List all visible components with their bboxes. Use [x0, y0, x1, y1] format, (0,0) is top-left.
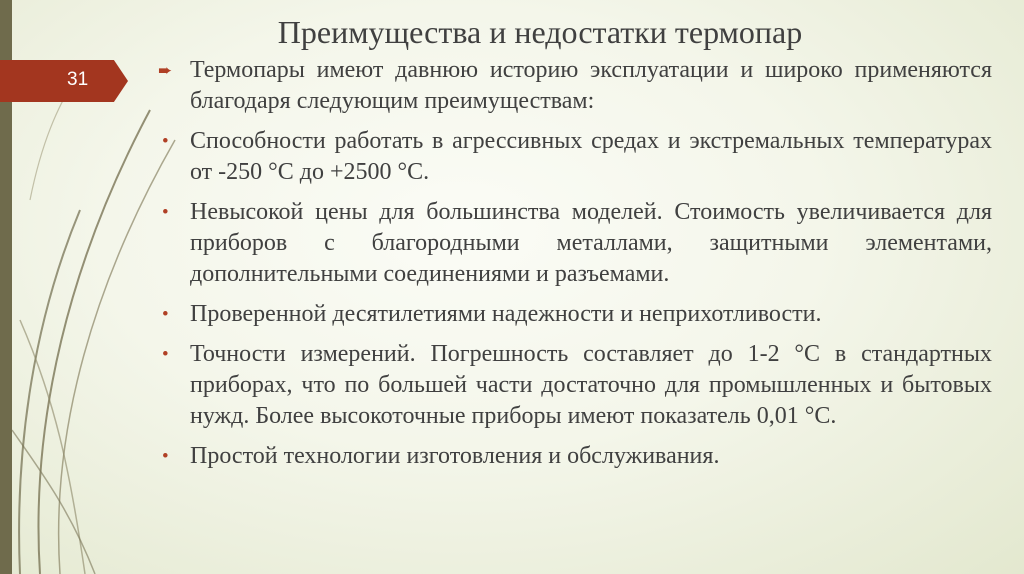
bullet-text: Термопары имеют давнюю историю эксплуатации и широко применяются благодаря следующим преимуществам: [190, 57, 992, 114]
slide-title: Преимущества и недостатки термопар [277, 14, 803, 50]
arrow-bullet-icon: ➨ [158, 61, 173, 80]
bullet-text: Проверенной десятилетиями надежности и неприхотливости. [190, 301, 822, 327]
bullet-text: Точности измерений. Погрешность составляет до 1-2 °С в стандартных приборах, что по большей части достаточно для промышленных и бытовых нужд. Более высокоточные приборы имеют показатель 0,01 °С. [190, 341, 992, 429]
bullet-item [160, 55, 992, 117]
bullet-item [160, 126, 992, 188]
dot-bullet-icon: • [162, 202, 169, 223]
bullet-text: Способности работать в агрессивных средах и экстремальных температурах от -250 °С до +2500 °С. [190, 128, 992, 185]
bullet-item [160, 299, 992, 330]
dot-bullet-icon: • [162, 344, 169, 365]
dot-bullet-icon: • [162, 304, 169, 325]
dot-bullet-icon: • [162, 446, 169, 467]
bullet-item [160, 197, 992, 290]
dot-bullet-icon: • [162, 131, 169, 152]
bullet-text: Невысокой цены для большинства моделей. Стоимость увеличивается для приборов с благородными металлами, защитными элементами, дополнительными соединениями и разъемами. [190, 199, 992, 287]
bullet-list [160, 55, 992, 481]
bullet-item [160, 441, 992, 472]
bullet-text: Простой технологии изготовления и обслуживания. [190, 443, 720, 469]
bullet-item [160, 339, 992, 432]
slide-number: 31 [67, 69, 89, 90]
slide-number-tab [0, 60, 128, 102]
